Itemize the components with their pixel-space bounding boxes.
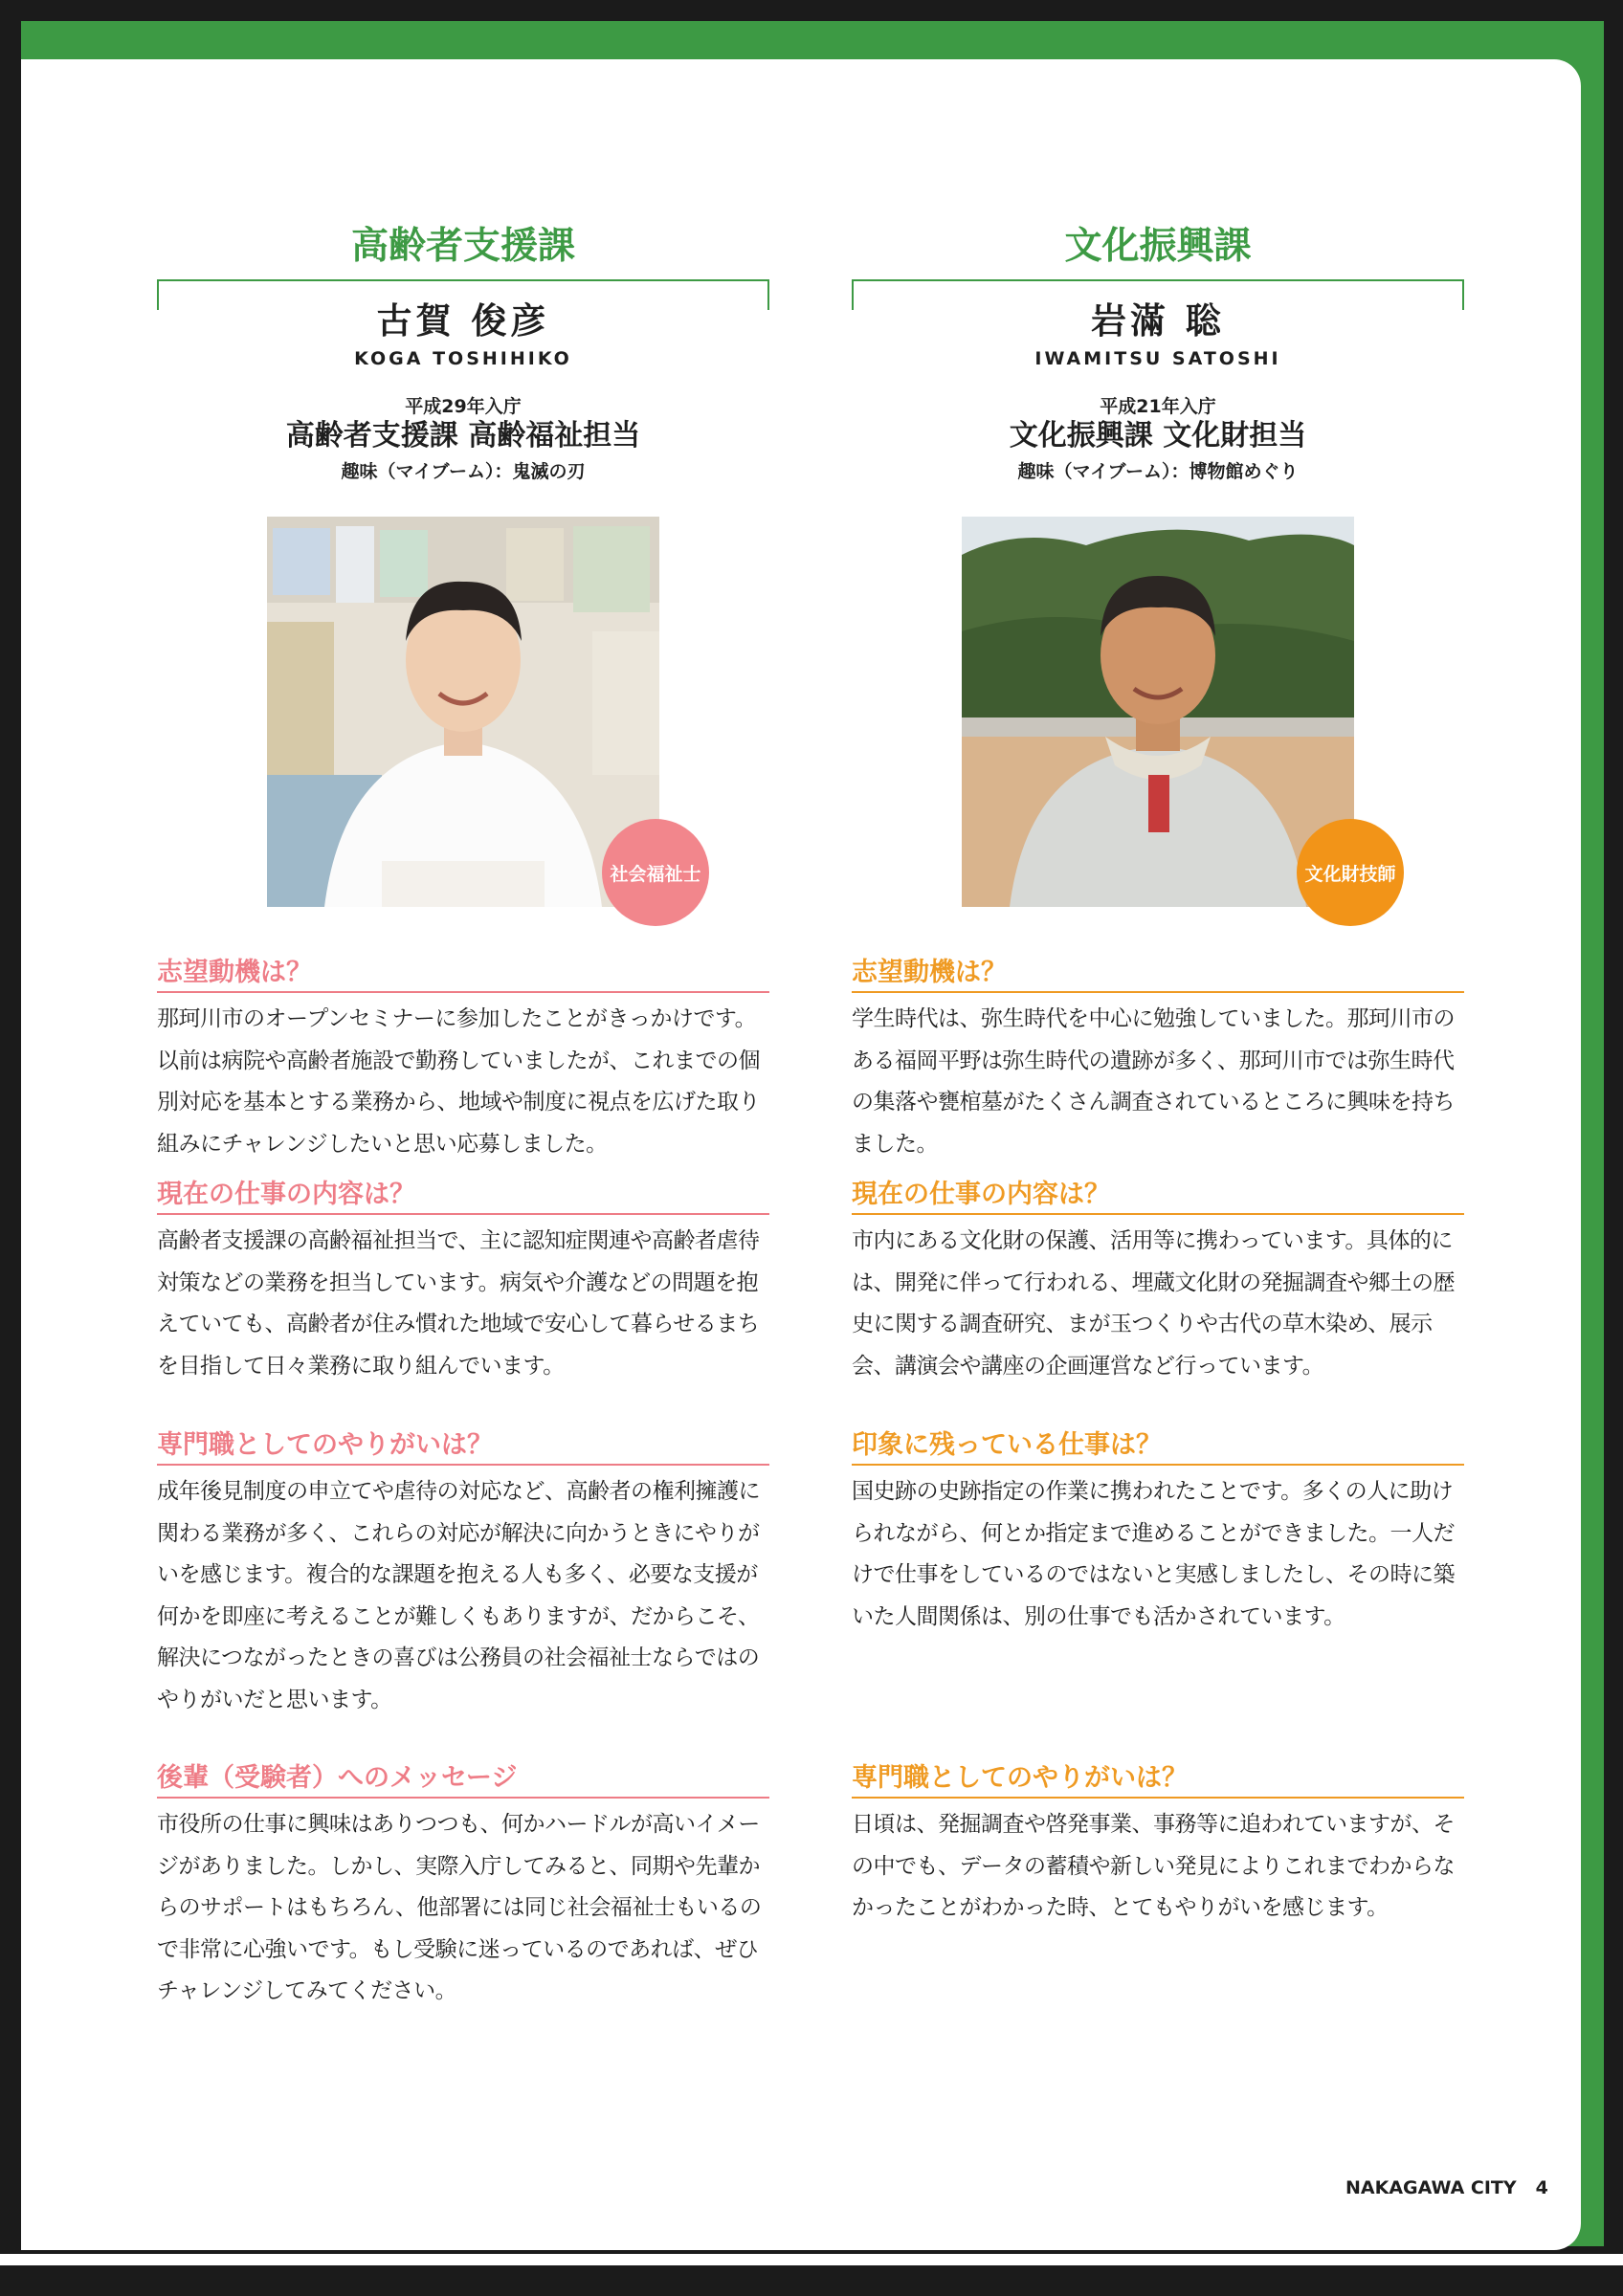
staff-name: 岩滿 聡: [1091, 300, 1225, 342]
staff-role: 文化振興課 文化財担当: [1009, 419, 1307, 453]
staff-photo: [962, 517, 1354, 907]
qa-section: [852, 955, 1464, 1177]
qualification-badge: 文化財技師: [1297, 819, 1404, 926]
staff-name: 古賀 俊彦: [376, 300, 550, 342]
staff-photo: [267, 517, 659, 907]
qa-section: [157, 1177, 769, 1427]
department-title: 高齢者支援課: [350, 225, 575, 268]
section-heading: 専門職としてのやりがいは？: [852, 1760, 1464, 1799]
staff-photo-container: [962, 517, 1396, 907]
section-heading: 現在の仕事の内容は？: [157, 1177, 769, 1215]
qa-section: [852, 1427, 1464, 1760]
bottom-strip: [0, 2254, 1623, 2265]
section-heading: 後輩（受験者）へのメッセージ: [157, 1760, 769, 1799]
qa-sections: [157, 955, 769, 2013]
staff-hobby: 趣味（マイブーム）：鬼滅の刃: [341, 461, 586, 482]
staff-photo-container: [267, 517, 701, 907]
section-heading: 現在の仕事の内容は？: [852, 1177, 1464, 1215]
staff-name-romaji: IWAMITSU SATOSHI: [1034, 348, 1281, 369]
section-body: 市役所の仕事に興味はありつつも、何かハードルが高いイメージがありました。しかし、実際入庁してみると、同期や先輩からのサポートはもちろん、他部署には同じ社会福祉士もいるので非常に心強いです。もし受験に迷っているのであれば、ぜひチャレンジしてみてください。: [157, 1812, 762, 2004]
qa-section: [157, 1427, 769, 1760]
qa-section: [852, 1177, 1464, 1427]
footer-city: NAKAGAWA CITY: [1345, 2177, 1517, 2198]
section-body: 国史跡の史跡指定の作業に携われたことです。多くの人に助けられながら、何とか指定まで進めることができました。一人だけで仕事をしているのではないと実感しましたし、その時に築いた人間関係は、別の仕事でも活かされています。: [852, 1479, 1455, 1629]
section-body: 日頃は、発掘調査や啓発事業、事務等に追われていますが、その中でも、データの蓄積や新しい発見によりこれまでわからなかったことがわかった時、とてもやりがいを感じます。: [852, 1812, 1455, 1921]
qa-section: [852, 1760, 1464, 1930]
profile-right: [852, 222, 1464, 1930]
qa-section: [157, 1760, 769, 2013]
section-body: 学生時代は、弥生時代を中心に勉強していました。那珂川市のある福岡平野は弥生時代の遺跡が多く、那珂川市では弥生時代の集落や甕棺墓がたくさん調査されているところに興味を持ちました。: [852, 1006, 1455, 1157]
section-heading: 専門職としてのやりがいは？: [157, 1427, 769, 1466]
qualification-badge: 社会福祉士: [602, 819, 709, 926]
qa-section: [157, 955, 769, 1177]
join-year: 平成21年入庁: [1100, 396, 1216, 417]
section-body: 市内にある文化財の保護、活用等に携わっています。具体的には、開発に伴って行われる、埋蔵文化財の発掘調査や郷土の歴史に関する調査研究、まが玉つくりや古代の草木染め、展示会、講演会や講座の企画運営など行っています。: [852, 1228, 1455, 1379]
section-heading: 志望動機は？: [852, 955, 1464, 993]
section-body: 高齢者支援課の高齢福祉担当で、主に認知症関連や高齢者虐待対策などの業務を担当しています。病気や介護などの問題を抱えていても、高齢者が住み慣れた地域で安心して暮らせるまちを目指して日々業務に取り組んでいます。: [157, 1228, 760, 1379]
staff-role: 高齢者支援課 高齢福祉担当: [285, 419, 641, 453]
staff-name-romaji: KOGA TOSHIHIKO: [354, 348, 572, 369]
join-year: 平成29年入庁: [405, 396, 522, 417]
profile-left: [157, 222, 769, 2013]
page-number: 4: [1535, 2177, 1548, 2198]
department-title: 文化振興課: [1064, 225, 1252, 268]
staff-hobby: 趣味（マイブーム）：博物館めぐり: [1017, 461, 1299, 482]
section-body: 成年後見制度の申立てや虐待の対応など、高齢者の権利擁護に関わる業務が多く、これらの対応が解決に向かうときにやりがいを感じます。複合的な課題を抱える人も多く、必要な支援が何かを即座に考えることが難しくもありますが、だからこそ、解決につながったときの喜びは公務員の社会福祉士ならではのやりがいだと思います。: [157, 1479, 760, 1712]
section-heading: 印象に残っている仕事は？: [852, 1427, 1464, 1466]
section-body: 那珂川市のオープンセミナーに参加したことがきっかけです。以前は病院や高齢者施設で勤務していましたが、これまでの個別対応を基本とする業務から、地域や制度に視点を広げた取り組みにチャレンジしたいと思い応募しました。: [157, 1006, 760, 1157]
section-heading: 志望動機は？: [157, 955, 769, 993]
qa-sections: [852, 955, 1464, 1930]
page-footer: [1345, 2177, 1548, 2198]
